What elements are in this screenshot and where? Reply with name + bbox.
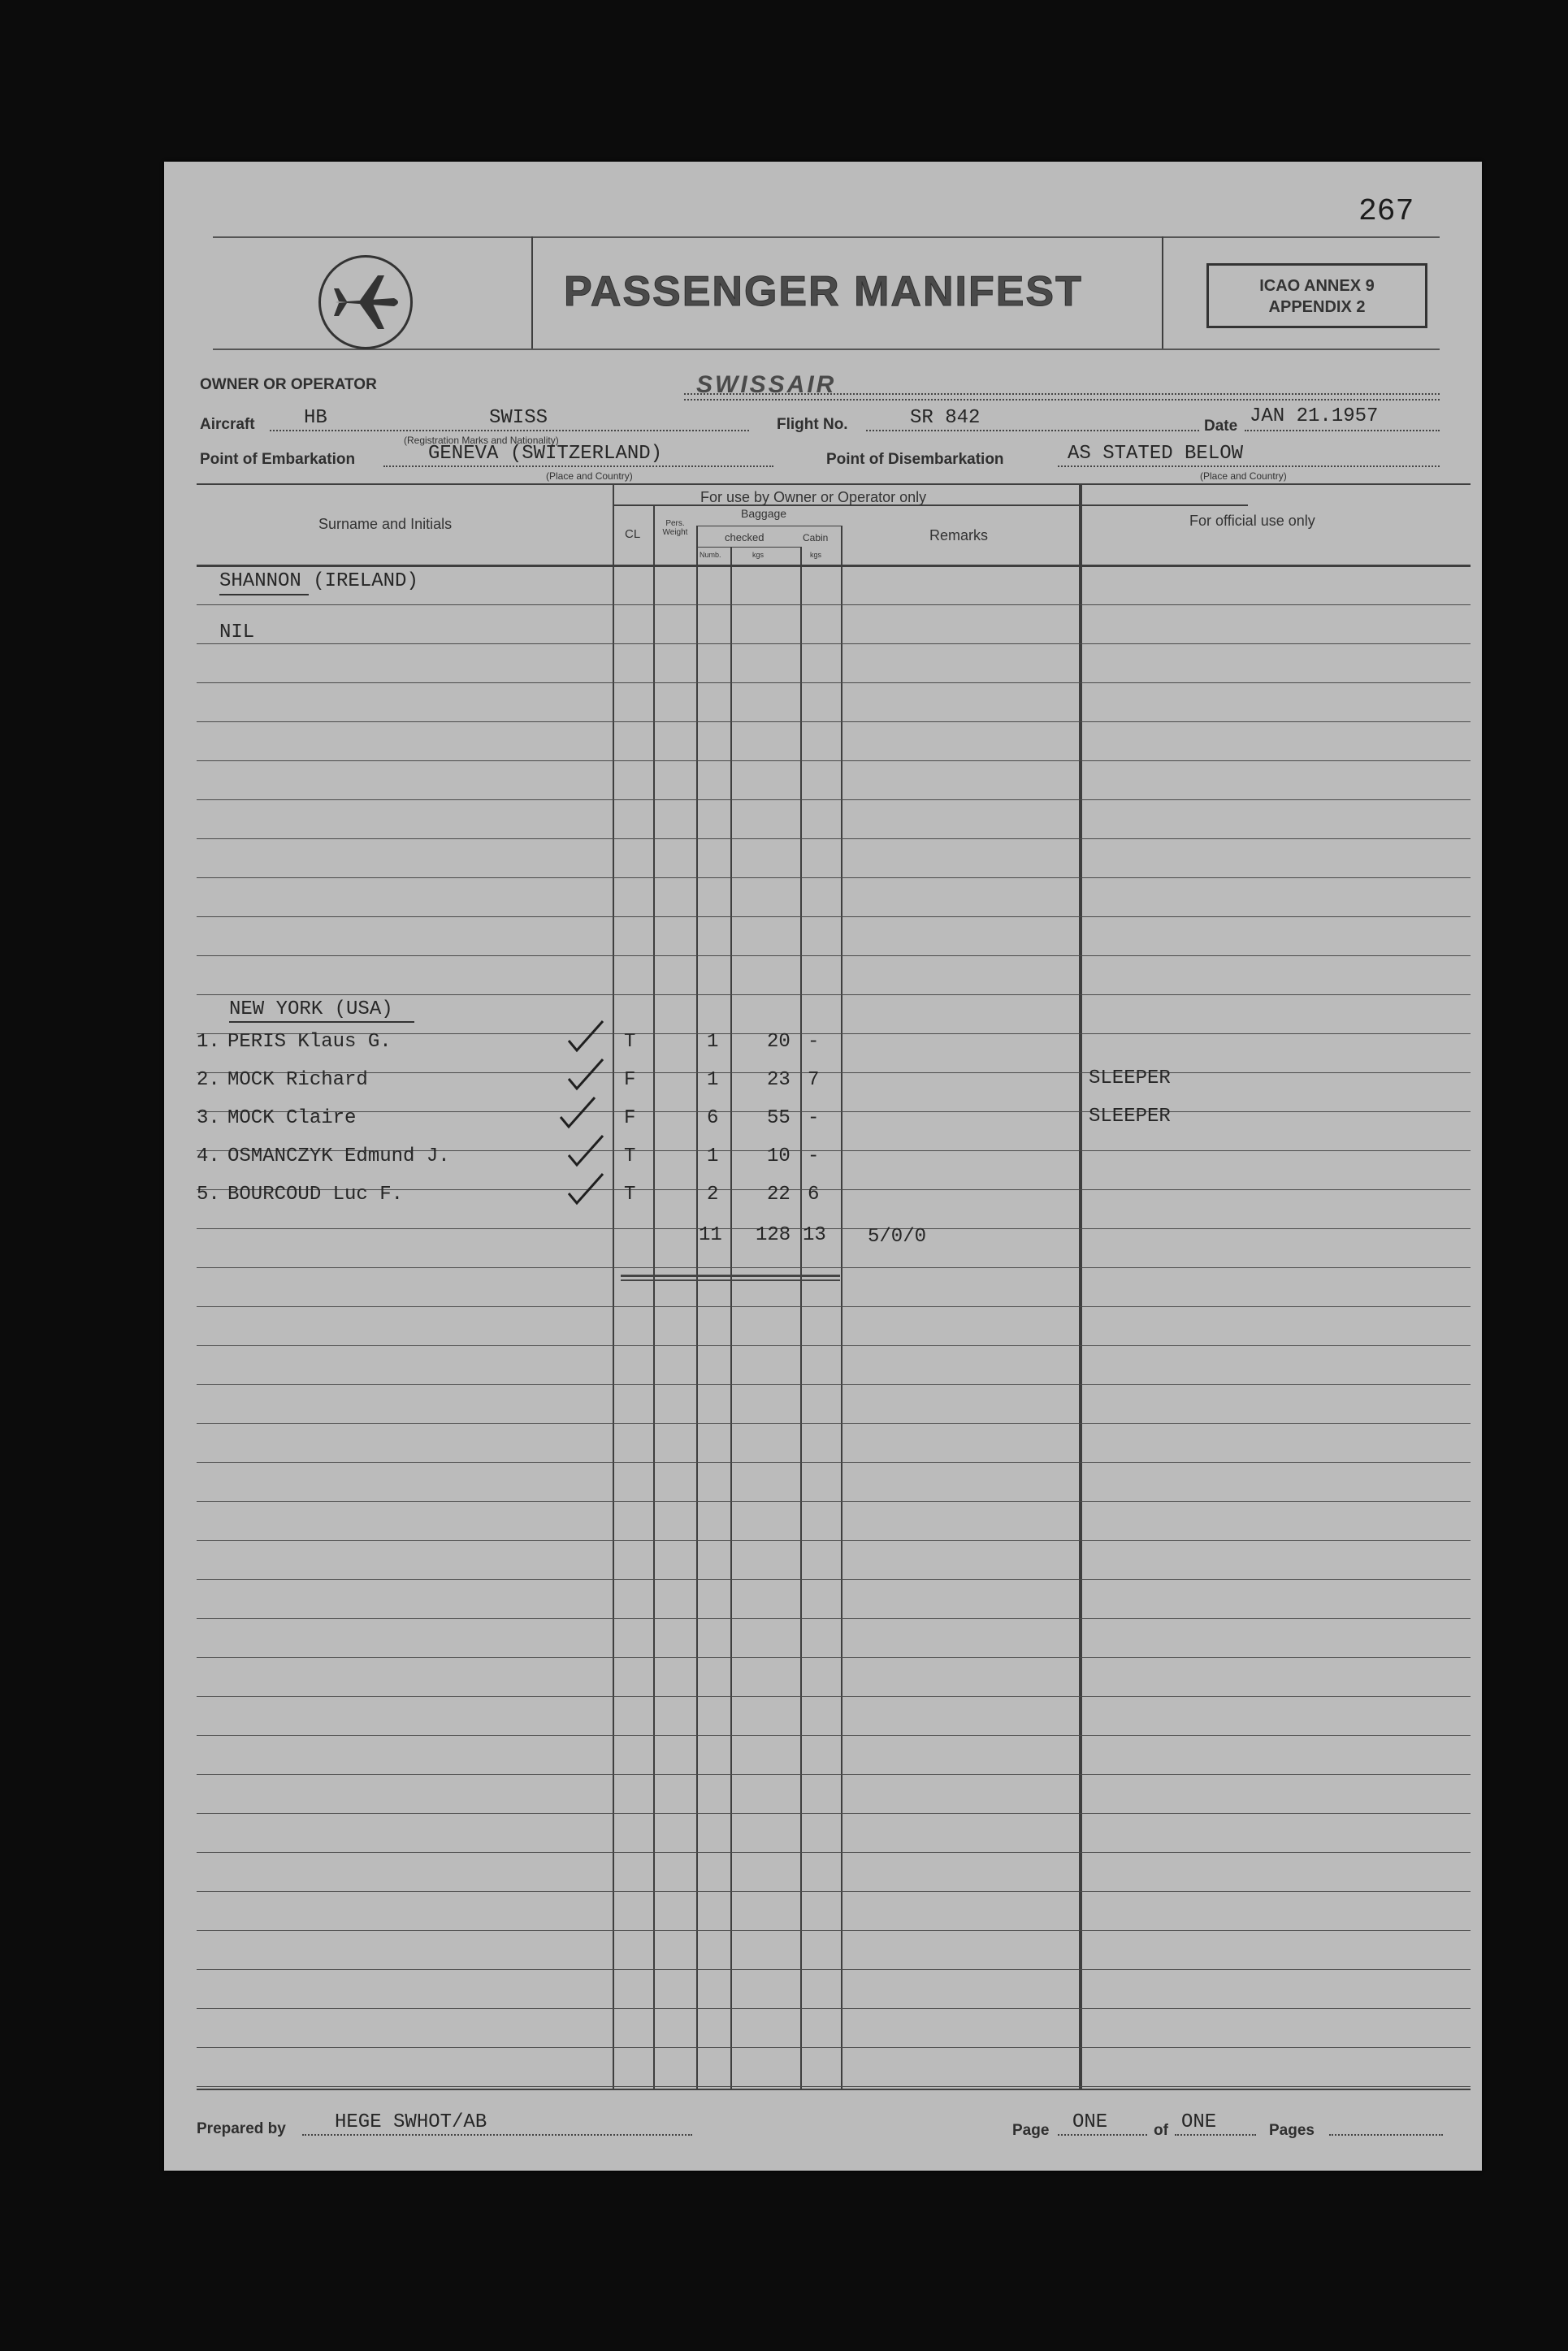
table-row-rule-37 bbox=[197, 2047, 1471, 2048]
pages-label: Pages bbox=[1269, 2122, 1315, 2139]
passenger-name: MOCK Claire bbox=[227, 1107, 357, 1129]
passenger-number: 3. bbox=[197, 1107, 220, 1129]
table-row-rule-19 bbox=[197, 1345, 1471, 1346]
surname-header: Surname and Initials bbox=[318, 516, 453, 532]
table-row-rule-8 bbox=[197, 916, 1471, 917]
remarks-header: Remarks bbox=[929, 527, 989, 543]
baggage-kgs: 55 bbox=[767, 1107, 790, 1129]
col-kgs bbox=[730, 547, 732, 2089]
baggage-kgs: 20 bbox=[767, 1031, 790, 1053]
page-underline bbox=[1058, 2134, 1147, 2136]
header-divider-right bbox=[1162, 236, 1163, 349]
owner-use-header: For use by Owner or Operator only bbox=[700, 489, 927, 505]
col-cabin bbox=[800, 547, 802, 2089]
baggage-header: Baggage bbox=[741, 507, 787, 520]
icao-line2: APPENDIX 2 bbox=[1268, 298, 1366, 316]
header-bottom-rule bbox=[213, 349, 1440, 350]
cabin-header: Cabin bbox=[803, 532, 829, 543]
table-row-rule-17 bbox=[197, 1267, 1471, 1268]
official-remark: SLEEPER bbox=[1089, 1106, 1171, 1128]
passenger-class: F bbox=[624, 1107, 636, 1129]
total-numb: 11 bbox=[699, 1224, 722, 1246]
table-row-rule-20 bbox=[197, 1384, 1471, 1385]
aircraft-nationality: SWISS bbox=[489, 407, 548, 429]
table-row-rule-13 bbox=[197, 1111, 1471, 1112]
baggage-kgs: 22 bbox=[767, 1184, 790, 1206]
table-row-rule-21 bbox=[197, 1423, 1471, 1424]
table-row-rule-2 bbox=[197, 682, 1471, 683]
owner-value: SWISSAIR bbox=[696, 371, 837, 398]
table-row-rule-38 bbox=[197, 2086, 1471, 2087]
check-mark-icon bbox=[564, 1016, 621, 1057]
disembarkation-label: Point of Disembarkation bbox=[826, 451, 1004, 468]
check-mark-icon bbox=[564, 1169, 621, 1210]
disembarkation-underline bbox=[1058, 465, 1440, 467]
page-label: Page bbox=[1012, 2122, 1050, 2139]
embarkation-label: Point of Embarkation bbox=[200, 451, 356, 468]
flight-underline bbox=[866, 430, 1199, 431]
page-value: ONE bbox=[1072, 2111, 1108, 2133]
passenger-number: 1. bbox=[197, 1031, 220, 1053]
date-underline bbox=[1245, 430, 1440, 431]
table-row-rule-4 bbox=[197, 760, 1471, 761]
total-cabin: 13 bbox=[803, 1224, 826, 1246]
cabin-kgs: - bbox=[808, 1107, 820, 1129]
new-york-underline bbox=[229, 1021, 414, 1023]
of-underline bbox=[1175, 2134, 1256, 2136]
date-value: JAN 21.1957 bbox=[1250, 405, 1379, 427]
table-row-rule-29 bbox=[197, 1735, 1471, 1736]
totals-double-rule-2 bbox=[621, 1279, 840, 1281]
table-row-rule-35 bbox=[197, 1969, 1471, 1970]
passenger-class: T bbox=[624, 1184, 636, 1206]
numb-header: Numb. bbox=[700, 551, 721, 559]
airplane-logo bbox=[318, 255, 413, 349]
page-title: PASSENGER MANIFEST bbox=[564, 268, 1083, 315]
baggage-count: 1 bbox=[707, 1145, 719, 1167]
header-top-rule bbox=[213, 236, 1440, 238]
pages-underline bbox=[1329, 2134, 1443, 2136]
table-row-rule-30 bbox=[197, 1774, 1471, 1775]
check-mark-icon bbox=[564, 1131, 621, 1171]
official-remark: SLEEPER bbox=[1089, 1067, 1171, 1089]
baggage-count: 1 bbox=[707, 1031, 719, 1053]
passenger-number: 4. bbox=[197, 1145, 220, 1167]
table-row-rule-18 bbox=[197, 1306, 1471, 1307]
kgs-header: kgs bbox=[752, 551, 765, 559]
passenger-name: BOURCOUD Luc F. bbox=[227, 1184, 404, 1206]
table-bottom-rule bbox=[197, 2089, 1471, 2090]
table-row-rule-31 bbox=[197, 1813, 1471, 1814]
passenger-number: 2. bbox=[197, 1069, 220, 1091]
registration-note: (Registration Marks and Nationality) bbox=[404, 435, 559, 446]
baggage-kgs: 10 bbox=[767, 1145, 790, 1167]
pers-weight-header: Pers. Weight bbox=[662, 519, 688, 537]
owner-label: OWNER OR OPERATOR bbox=[200, 376, 377, 393]
header-divider-left bbox=[531, 236, 533, 349]
baggage-count: 1 bbox=[707, 1069, 719, 1091]
passenger-class: F bbox=[624, 1069, 636, 1091]
table-row-rule-3 bbox=[197, 721, 1471, 722]
total-remarks: 5/0/0 bbox=[868, 1226, 927, 1248]
embarkation-note: (Place and Country) bbox=[546, 470, 633, 482]
col-cl bbox=[613, 483, 614, 2089]
table-header-rule bbox=[197, 565, 1471, 567]
page-number: 267 bbox=[1358, 194, 1414, 229]
passenger-number: 5. bbox=[197, 1184, 220, 1206]
passenger-name: OSMANCZYK Edmund J. bbox=[227, 1145, 450, 1167]
table-row-rule-12 bbox=[197, 1072, 1471, 1073]
cabin-kgs: 7 bbox=[808, 1069, 820, 1091]
table-row-rule-22 bbox=[197, 1462, 1471, 1463]
passenger-class: T bbox=[624, 1031, 636, 1053]
table-row-rule-10 bbox=[197, 994, 1471, 995]
table-row-rule-27 bbox=[197, 1657, 1471, 1658]
table-row-rule-25 bbox=[197, 1579, 1471, 1580]
checked-header: checked bbox=[725, 531, 765, 543]
table-row-rule-16 bbox=[197, 1228, 1471, 1229]
table-row-rule-0 bbox=[197, 604, 1471, 605]
prepared-underline bbox=[302, 2134, 692, 2136]
check-mark-icon bbox=[564, 1054, 621, 1095]
embarkation-underline bbox=[383, 465, 773, 467]
owner-underline bbox=[684, 393, 1440, 395]
flight-label: Flight No. bbox=[777, 416, 848, 433]
table-row-rule-9 bbox=[197, 955, 1471, 956]
passenger-name: MOCK Richard bbox=[227, 1069, 368, 1091]
icao-box bbox=[1206, 263, 1427, 328]
aircraft-reg: HB bbox=[304, 407, 327, 429]
embarkation-value: GENEVA (SWITZERLAND) bbox=[428, 443, 663, 465]
checked-rule bbox=[696, 547, 802, 548]
flight-value: SR 842 bbox=[910, 407, 981, 429]
official-header: For official use only bbox=[1189, 513, 1315, 529]
col-pers bbox=[653, 504, 655, 2089]
cabin-kgs-header: kgs bbox=[810, 551, 822, 559]
cabin-kgs: 6 bbox=[808, 1184, 820, 1206]
prepared-value: HEGE SWHOT/AB bbox=[335, 2111, 487, 2133]
table-row-rule-1 bbox=[197, 643, 1471, 644]
col-official-b bbox=[1081, 483, 1082, 2089]
baggage-count: 2 bbox=[707, 1184, 719, 1206]
table-row-rule-24 bbox=[197, 1540, 1471, 1541]
table-row-rule-6 bbox=[197, 838, 1471, 839]
aircraft-underline bbox=[270, 430, 749, 431]
table-row-rule-32 bbox=[197, 1852, 1471, 1853]
table-row-rule-36 bbox=[197, 2008, 1471, 2009]
date-label: Date bbox=[1204, 418, 1238, 435]
cabin-kgs: - bbox=[808, 1145, 820, 1167]
disembarkation-note: (Place and Country) bbox=[1200, 470, 1287, 482]
table-row-rule-28 bbox=[197, 1696, 1471, 1697]
disembarkation-value: AS STATED BELOW bbox=[1068, 443, 1244, 465]
baggage-kgs: 23 bbox=[767, 1069, 790, 1091]
table-row-rule-26 bbox=[197, 1618, 1471, 1619]
table-row-rule-34 bbox=[197, 1930, 1471, 1931]
cl-header: CL bbox=[625, 527, 641, 541]
aircraft-label: Aircraft bbox=[200, 416, 255, 433]
totals-double-rule bbox=[621, 1275, 840, 1277]
check-mark-icon bbox=[556, 1093, 613, 1133]
passenger-class: T bbox=[624, 1145, 636, 1167]
table-top-rule bbox=[197, 483, 1471, 485]
total-kgs: 128 bbox=[756, 1224, 791, 1246]
owner-underline-2 bbox=[684, 399, 1440, 400]
shannon-underline bbox=[219, 594, 309, 595]
passenger-name: PERIS Klaus G. bbox=[227, 1031, 392, 1053]
table-row-rule-23 bbox=[197, 1501, 1471, 1502]
table-row-rule-7 bbox=[197, 877, 1471, 878]
shannon-passengers: NIL bbox=[219, 621, 255, 643]
icao-line1: ICAO ANNEX 9 bbox=[1259, 277, 1375, 295]
cabin-kgs: - bbox=[808, 1031, 820, 1053]
manifest-sheet bbox=[164, 162, 1482, 2171]
table-row-rule-5 bbox=[197, 799, 1471, 800]
airplane-icon bbox=[321, 258, 410, 347]
destination-new-york: NEW YORK (USA) bbox=[229, 998, 393, 1020]
baggage-count: 6 bbox=[707, 1107, 719, 1129]
prepared-label: Prepared by bbox=[197, 2120, 286, 2137]
of-value: ONE bbox=[1181, 2111, 1217, 2133]
table-row-rule-33 bbox=[197, 1891, 1471, 1892]
of-label: of bbox=[1154, 2122, 1168, 2139]
destination-shannon: SHANNON (IRELAND) bbox=[219, 570, 418, 592]
